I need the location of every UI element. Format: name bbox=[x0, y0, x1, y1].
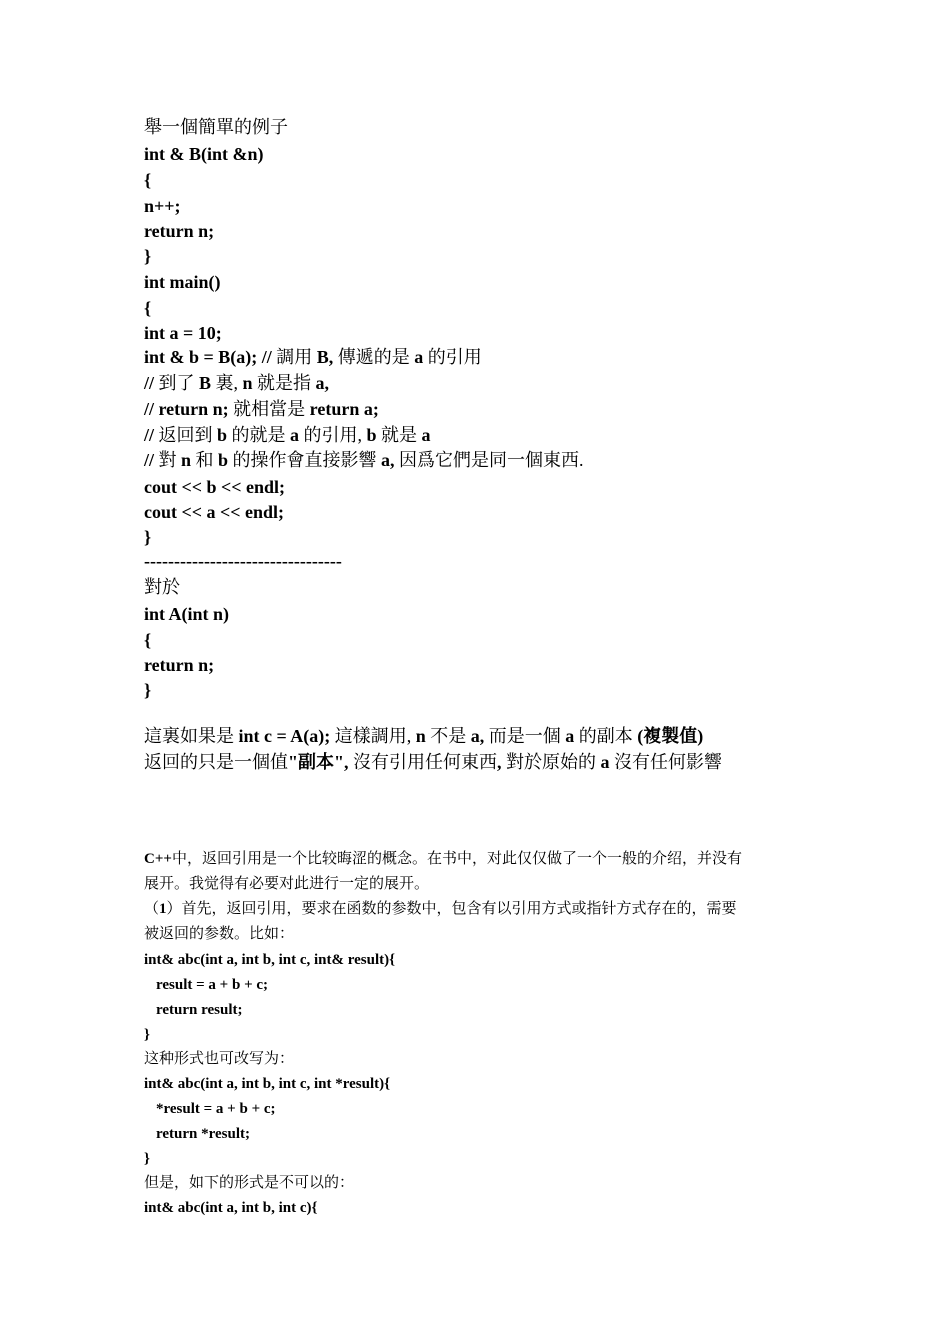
code-line: int& abc(int a, int b, int c){ bbox=[144, 1200, 318, 1216]
code-line: int& abc(int a, int b, int c, int& result){ bbox=[144, 952, 396, 968]
code-line: } bbox=[144, 1151, 150, 1167]
code-line: return n; bbox=[144, 221, 215, 241]
code-line: result = a + b + c; bbox=[156, 977, 269, 993]
paragraph-line: 返回的只是一個值"副本", 沒有引用任何東西, 對於原始的 a 沒有任何影響 bbox=[144, 752, 722, 772]
paragraph-line: （1）首先，返回引用，要求在函数的参数中，包含有以引用方式或指针方式存在的，需要 bbox=[144, 901, 737, 917]
divider-line: --------------------------------- bbox=[144, 551, 342, 571]
code-line: int A(int n) bbox=[144, 604, 230, 624]
code-line: } bbox=[144, 527, 152, 547]
code-line: int main() bbox=[144, 272, 221, 292]
paragraph-line: 被返回的参数。比如： bbox=[144, 926, 295, 942]
code-comment-line: int & b = B(a); // 調用 B, 傳遞的是 a 的引用 bbox=[144, 347, 482, 367]
intro-text: 對於 bbox=[144, 577, 180, 597]
code-line: int& abc(int a, int b, int c, int *result){ bbox=[144, 1076, 391, 1092]
code-line: return result; bbox=[156, 1002, 243, 1018]
code-line: { bbox=[144, 298, 152, 318]
code-line: return n; bbox=[144, 655, 215, 675]
code-comment-line: // return n; 就相當是 return a; bbox=[144, 399, 379, 419]
code-comment-line: // 到了 B 裏, n 就是指 a, bbox=[144, 373, 330, 393]
paragraph-line: C++中，返回引用是一个比较晦涩的概念。在书中，对此仅仅做了一个一般的介绍，并没有 bbox=[144, 851, 742, 867]
code-line: n++; bbox=[144, 196, 181, 216]
code-line: cout << b << endl; bbox=[144, 477, 286, 497]
code-line: cout << a << endl; bbox=[144, 502, 285, 522]
code-comment-line: // 返回到 b 的就是 a 的引用, b 就是 a bbox=[144, 425, 431, 445]
code-line: { bbox=[144, 170, 152, 190]
code-line: } bbox=[144, 246, 152, 266]
paragraph-line: 这种形式也可改写为： bbox=[144, 1051, 295, 1067]
code-line: return *result; bbox=[156, 1126, 251, 1142]
code-line: int & B(int &n) bbox=[144, 144, 264, 164]
code-line: { bbox=[144, 630, 152, 650]
code-line: } bbox=[144, 680, 152, 700]
code-line: } bbox=[144, 1027, 150, 1043]
code-line: *result = a + b + c; bbox=[156, 1101, 276, 1117]
paragraph-line: 但是，如下的形式是不可以的： bbox=[144, 1175, 355, 1191]
intro-text: 舉一個簡單的例子 bbox=[144, 117, 288, 137]
code-line: int a = 10; bbox=[144, 323, 222, 343]
paragraph-line: 展开。我觉得有必要对此进行一定的展开。 bbox=[144, 876, 430, 892]
code-comment-line: // 對 n 和 b 的操作會直接影響 a, 因爲它們是同一個東西. bbox=[144, 450, 584, 470]
paragraph-line: 這裏如果是 int c = A(a); 這樣調用, n 不是 a, 而是一個 a 的副本 (複製值) bbox=[144, 726, 704, 746]
